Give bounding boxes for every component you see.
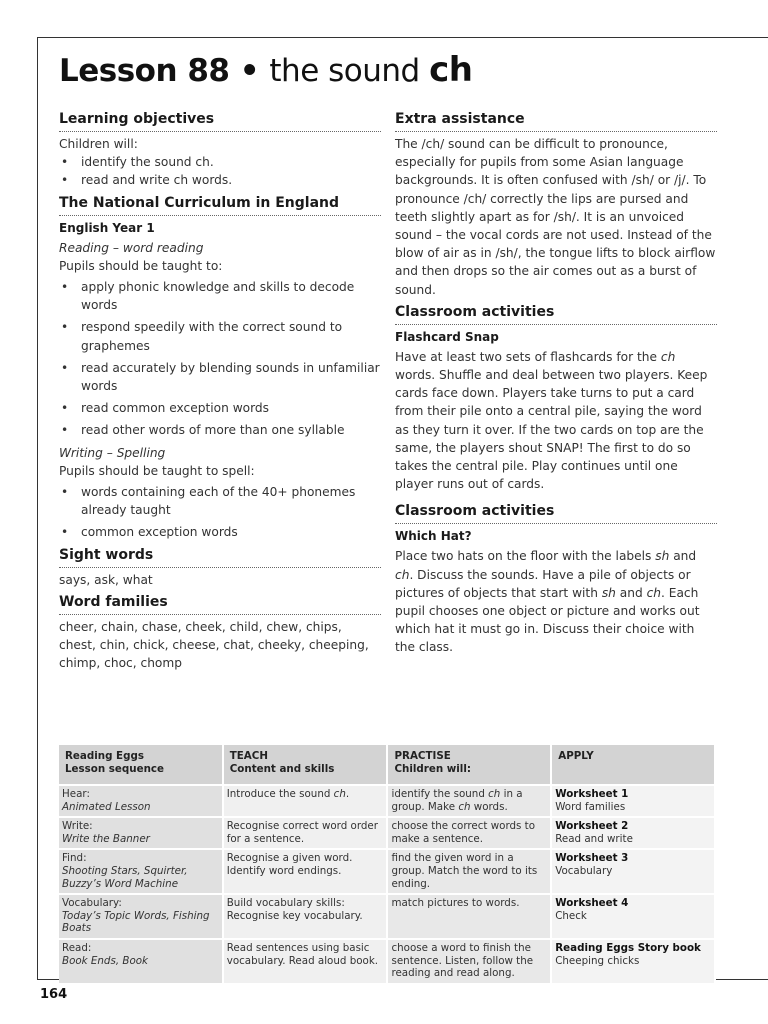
lesson-number: Lesson 88	[59, 53, 230, 89]
apply-title: Worksheet 4	[555, 897, 629, 910]
cell-sequence	[59, 817, 223, 849]
text-run: and	[669, 549, 697, 564]
sequence-label: Vocabulary:	[62, 897, 122, 910]
cell-apply	[551, 849, 715, 894]
extra-assistance-text: The /ch/ sound can be difficult to pronounce, especially for pupils from some Asian language backgrounds. It is often confused with /sh/ or /j/. To pronounce /ch/ correctly the lips are pursed and teeth slightly apart as for /sh/. It is an unvoiced sound – the vocal cords are not used. Instead of the blow of air as in /sh/, the tongue lifts to block airflow and then drops so the air comes out as a burst of sound.	[395, 137, 716, 297]
text-run: words. Shuffle and deal between two players. Keep cards face down. Players take turns to put a card from their pile onto a central pile, saying the word as they turn it over. If the two cards on top are the same, the players shout SNAP! The first to do so takes the central pile. Play continues until one player runs out of cards.	[395, 368, 708, 492]
cell-teach: Recognise a given word. Identify word endings.	[223, 849, 388, 894]
sequence-item: Animated Lesson	[62, 800, 151, 813]
section-heading: Sight words	[59, 546, 381, 568]
sight-words-text: says, ask, what	[59, 572, 153, 587]
header-line: Children will:	[394, 762, 471, 775]
activity-text	[395, 547, 717, 656]
header-practise	[387, 745, 551, 785]
cell-apply	[551, 817, 715, 849]
header-line: TEACH	[229, 750, 268, 762]
cell-sequence	[59, 894, 223, 939]
sequence-label: Read:	[62, 941, 92, 954]
text-run: . Each pupil chooses one object or picture and works out which hat it must go in. Discuss their choice with the class.	[395, 585, 700, 655]
title-separator: •	[229, 53, 270, 89]
apply-title: Worksheet 3	[555, 852, 629, 865]
cell-apply	[551, 894, 715, 939]
objectives-list	[59, 153, 381, 189]
list-item: • words containing each of the 40+ phonemes already taught	[59, 483, 381, 519]
list-item: • read common exception words	[59, 399, 381, 417]
text-run: Have at least two sets of flashcards for the	[395, 349, 661, 364]
table-row	[59, 894, 715, 939]
cell-practise: choose the correct words to make a sentence.	[387, 817, 551, 849]
apply-title: Reading Eggs Story book	[555, 941, 701, 954]
text-run-italic: sh	[655, 549, 670, 564]
list-item: • respond speedily with the correct sound to graphemes	[59, 318, 381, 354]
table-row	[59, 939, 715, 983]
table-row	[59, 849, 715, 894]
table-row	[59, 817, 715, 849]
list-item: • apply phonic knowledge and skills to decode words	[59, 278, 381, 314]
reading-list	[59, 278, 381, 440]
sequence-label: Write:	[62, 820, 93, 833]
list-item: • common exception words	[59, 523, 381, 541]
sequence-item: Today’s Topic Words, Fishing Boats	[62, 909, 210, 935]
writing-list	[59, 483, 381, 542]
activity-text	[395, 348, 717, 494]
writing-subheading: Writing – Spelling	[59, 445, 166, 460]
cell-apply	[551, 939, 715, 983]
word-families	[59, 593, 381, 673]
header-line: APPLY	[558, 750, 594, 762]
text-run-italic: ch	[488, 788, 501, 800]
objectives-intro: Children will:	[59, 137, 138, 151]
activity-title: Flashcard Snap	[395, 329, 499, 344]
section-heading: Extra assistance	[395, 110, 717, 132]
cell-sequence	[59, 849, 223, 894]
cell-apply	[551, 785, 715, 817]
right-column	[395, 110, 717, 657]
activity-title: Which Hat?	[395, 529, 472, 544]
table-row	[59, 785, 715, 817]
header-apply	[551, 745, 715, 785]
header-teach	[223, 745, 388, 785]
learning-objectives	[59, 110, 381, 190]
header-line: Reading Eggs	[65, 750, 144, 762]
list-item: • read and write ch words.	[59, 171, 381, 189]
text-run-italic: ch	[646, 585, 662, 600]
section-heading: Classroom activities	[395, 502, 717, 524]
header-line: Content and skills	[229, 762, 335, 775]
section-heading: The National Curriculum in England	[59, 194, 381, 216]
lesson-sequence-table	[59, 745, 716, 983]
cell-teach	[223, 785, 388, 817]
classroom-activity-flashcard	[395, 303, 717, 494]
word-families-text: cheer, chain, chase, cheek, child, chew, chips, chest, chin, chick, cheese, chat, cheeky, cheeping, chimp, choc, chomp	[59, 619, 369, 671]
apply-subtitle: Vocabulary	[555, 864, 613, 877]
text-run: in a group. Make	[391, 788, 523, 813]
text-run: Place two hats on the floor with the labels	[395, 549, 656, 564]
header-line: Lesson sequence	[65, 762, 165, 775]
apply-subtitle: Cheeping chicks	[555, 954, 640, 967]
text-run: .	[345, 788, 350, 800]
text-run-italic: ch	[660, 349, 676, 364]
cell-practise: choose a word to finish the sentence. Listen, follow the reading and read along.	[387, 939, 551, 983]
national-curriculum	[59, 194, 381, 542]
apply-subtitle: Read and write	[555, 832, 633, 845]
classroom-activity-hat	[395, 502, 717, 656]
header-sequence	[59, 745, 223, 785]
text-run-italic: sh	[601, 585, 616, 600]
curriculum-year: English Year 1	[59, 220, 155, 235]
apply-subtitle: Check	[555, 909, 587, 922]
cell-teach: Read sentences using basic vocabulary. Read aloud book.	[223, 939, 388, 983]
text-run: words.	[470, 800, 508, 813]
left-column	[59, 110, 381, 672]
cell-sequence	[59, 785, 223, 817]
reading-intro: Pupils should be taught to:	[59, 258, 223, 273]
cell-teach: Recognise correct word order for a sentence.	[223, 817, 388, 849]
section-heading: Classroom activities	[395, 303, 717, 325]
apply-title: Worksheet 2	[555, 820, 629, 833]
list-item: • identify the sound ch.	[59, 153, 381, 171]
text-run-italic: ch	[333, 788, 346, 800]
sequence-label: Find:	[62, 852, 87, 865]
writing-intro: Pupils should be taught to spell:	[59, 463, 255, 478]
lesson-topic: the sound	[269, 53, 430, 89]
extra-assistance	[395, 110, 717, 299]
list-item: • read accurately by blending sounds in unfamiliar words	[59, 359, 381, 395]
list-item: • read other words of more than one syllable	[59, 421, 381, 439]
text-run: Introduce the sound	[226, 788, 334, 800]
section-heading: Learning objectives	[59, 110, 381, 132]
sight-words	[59, 546, 381, 589]
section-heading: Word families	[59, 593, 381, 615]
page-number: 164	[40, 987, 68, 1002]
header-line: PRACTISE	[394, 750, 451, 762]
reading-subheading: Reading – word reading	[59, 240, 204, 255]
text-run: and	[615, 585, 647, 600]
cell-practise: match pictures to words.	[387, 894, 551, 939]
sequence-label: Hear:	[62, 788, 90, 800]
page-title	[59, 50, 472, 91]
cell-practise: find the given word in a group. Match the word to its ending.	[387, 849, 551, 894]
text-run-italic: ch	[395, 567, 410, 582]
cell-practise	[387, 785, 551, 817]
sequence-item: Book Ends, Book	[62, 954, 149, 967]
apply-subtitle: Word families	[555, 800, 626, 813]
cell-teach: Build vocabulary skills: Recognise key vocabulary.	[223, 894, 388, 939]
apply-title: Worksheet 1	[555, 788, 629, 800]
text-run-italic: ch	[458, 800, 471, 813]
lesson-sound: ch	[429, 50, 473, 90]
text-run: identify the sound	[391, 788, 489, 800]
sequence-item: Shooting Stars, Squirter, Buzzy’s Word Machine	[62, 864, 188, 890]
text-run: . Discuss the sounds. Have a pile of objects or pictures of objects that start with	[395, 567, 691, 600]
cell-sequence	[59, 939, 223, 983]
table-header-row	[59, 745, 715, 785]
sequence-item: Write the Banner	[62, 832, 150, 845]
